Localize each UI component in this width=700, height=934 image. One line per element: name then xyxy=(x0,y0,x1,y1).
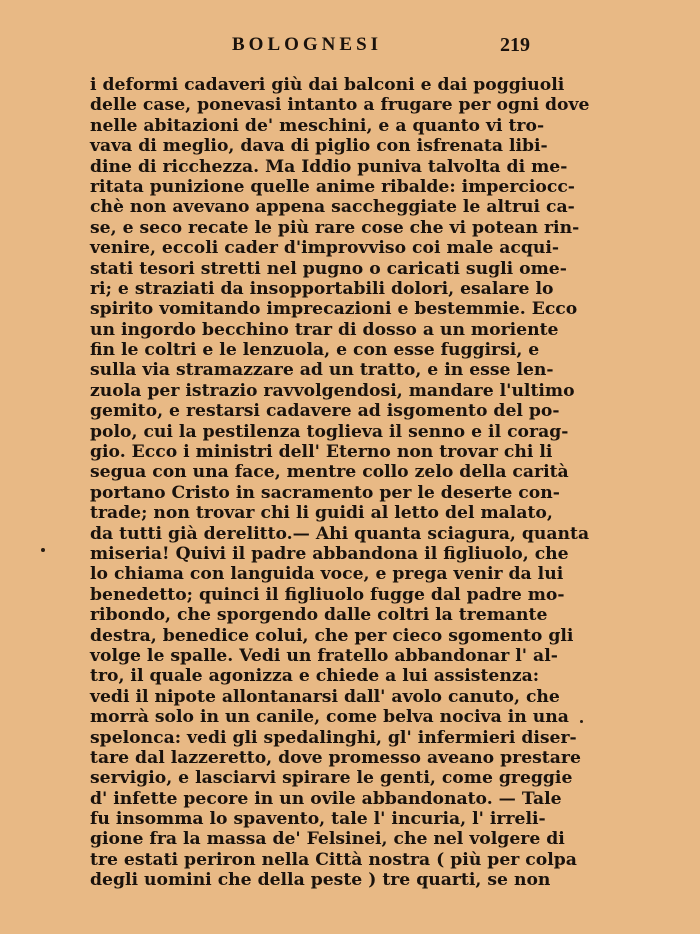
text-line: volge le spalle. Vedi un fratello abbandonar l' al- xyxy=(90,645,558,666)
text-line: gione fra la massa de' Felsinei, che nel volgere di xyxy=(90,829,565,850)
text-line: stati tesori stretti nel pugno o caricati sugli ome- xyxy=(90,258,567,279)
text-line: portano Cristo in sacramento per le deserte con- xyxy=(90,482,560,503)
text-line: da tutti già derelitto.— Ahi quanta sciagura, quanta xyxy=(90,523,590,544)
text-line: tre estati periron nella Città nostra ( più per colpa xyxy=(90,849,577,870)
text-line: nelle abitazioni de' meschini, e a quanto vi tro- xyxy=(90,115,545,136)
text-line: spelonca: vedi gli spedalinghi, gl' infermieri diser- xyxy=(90,727,577,748)
body-text xyxy=(90,75,590,891)
text-line: gio. Ecco i ministri dell' Eterno non trovar chi li xyxy=(90,442,553,463)
text-line: ri; e straziati da insopportabili dolori, esalare lo xyxy=(90,278,554,299)
text-line: zuola per istrazio ravvolgendosi, mandare l'ultimo xyxy=(90,380,575,401)
page-header xyxy=(90,34,530,64)
text-line: lo chiama con languida voce, e prega venir da lui xyxy=(90,564,564,585)
text-line: delle case, ponevasi intanto a frugare per ogni dove xyxy=(90,95,590,116)
text-line: un ingordo becchino trar di dosso a un moriente xyxy=(90,319,559,340)
text-line: morrà solo in un canile, come belva nociva in una xyxy=(90,707,569,728)
text-line: ritata punizione quelle anime ribalde: imperciocc- xyxy=(90,176,575,197)
text-line: degli uomini che della peste ) tre quarti, se non xyxy=(90,870,551,891)
page-number: 219 xyxy=(500,34,530,56)
text-line: spirito vomitando imprecazioni e bestemmie. Ecco xyxy=(90,299,578,320)
text-line: chè non avevano appena saccheggiate le altrui ca- xyxy=(90,197,575,218)
text-line: se, e seco recate le più rare cose che vi potean rin- xyxy=(90,217,580,238)
text-line: ribondo, che sporgendo dalle coltri la tremante xyxy=(90,605,548,626)
text-line: vedi il nipote allontanarsi dall' avolo canuto, che xyxy=(90,686,560,707)
text-line: sulla via stramazzare ad un tratto, e in esse len- xyxy=(90,360,554,381)
text-line: polo, cui la pestilenza toglieva il senno e il corag- xyxy=(90,421,569,442)
text-line: venire, eccoli cader d'improvviso coi male acqui- xyxy=(90,238,560,259)
text-line: segua con una face, mentre collo zelo della carità xyxy=(90,462,569,483)
text-line: fin le coltri e le lenzuola, e con esse fuggirsi, e xyxy=(90,340,540,361)
text-line: trade; non trovar chi li guidi al letto del malato, xyxy=(90,503,553,524)
text-line: vava di meglio, dava di piglio con isfrenata libi- xyxy=(90,136,548,157)
text-line: d' infette pecore in un ovile abbandonato. — Tale xyxy=(90,788,562,809)
text-line: miseria! Quivi il padre abbandona il figliuolo, che xyxy=(90,543,569,564)
text-line: tare dal lazzeretto, dove promesso aveano prestare xyxy=(90,747,581,768)
text-line: benedetto; quinci il figliuolo fugge dal padre mo- xyxy=(90,584,565,605)
ink-speck xyxy=(41,548,45,552)
text-line: gemito, e restarsi cadavere ad isgomento del po- xyxy=(90,401,560,422)
text-line: fu insomma lo spavento, tale l' incuria, l' irreli- xyxy=(90,809,546,830)
text-line: servigio, e lasciarvi spirare le genti, come greggie xyxy=(90,768,573,789)
text-line: destra, benedice colui, che per cieco sgomento gli xyxy=(90,625,574,646)
text-line: i deformi cadaveri giù dai balconi e dai poggiuoli xyxy=(90,75,565,95)
text-line: tro, il quale agonizza e chiede a lui assistenza: xyxy=(90,666,540,687)
text-line: dine di ricchezza. Ma Iddio puniva talvolta di me- xyxy=(90,156,568,177)
ink-speck xyxy=(580,720,583,723)
running-head: BOLOGNESI xyxy=(232,34,383,55)
